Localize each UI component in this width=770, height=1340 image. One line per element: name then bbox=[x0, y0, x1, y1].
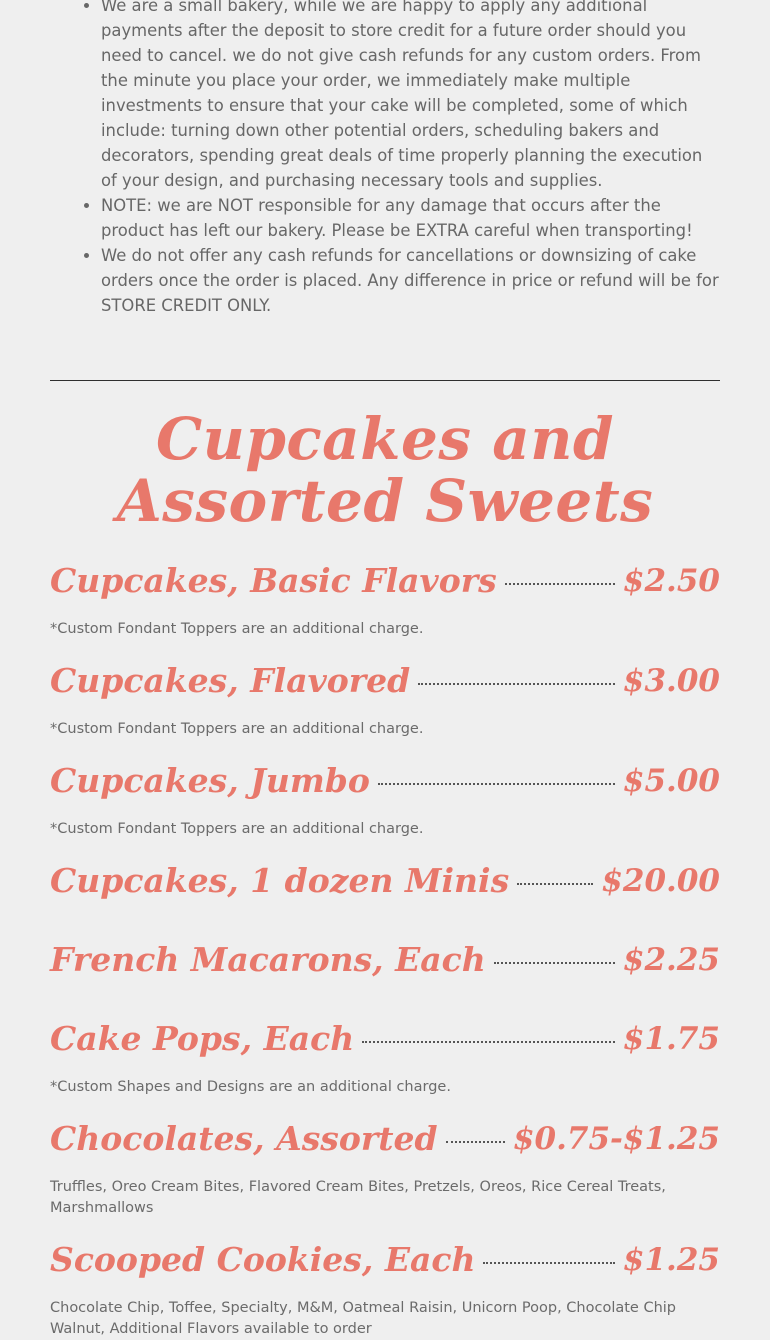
menu-item bbox=[50, 559, 720, 603]
item-name: Cake Pops, Each bbox=[50, 1019, 355, 1058]
item-name: Cupcakes, 1 dozen Minis bbox=[50, 861, 510, 900]
item-price: $1.25 bbox=[622, 1242, 720, 1278]
item-name: French Macarons, Each bbox=[50, 940, 486, 979]
item-note: Truffles, Oreo Cream Bites, Flavored Cream Bites, Pretzels, Oreos, Rice Cereal Treats, Marshmallows bbox=[50, 1179, 666, 1216]
item-name: Cupcakes, Basic Flavors bbox=[50, 561, 497, 600]
menu-item bbox=[50, 1117, 720, 1161]
section-title: Cupcakes and Assorted Sweets bbox=[116, 405, 654, 535]
item-name: Scooped Cookies, Each bbox=[50, 1240, 476, 1279]
dotted-leader bbox=[362, 1041, 615, 1043]
item-price: $20.00 bbox=[601, 863, 720, 899]
item-price: $5.00 bbox=[622, 763, 720, 799]
policy-item: • We are a small bakery, while we are happy to apply any additional payments after the deposit to store credit for a future order should you need to cancel. we do not give cash refunds for any custom orders. From the minute you place your order, we immediately make multiple investments to ensure that your cake will be completed, some of which include: turning down other potential orders, scheduling bakers and decorators, spending great deals of time properly planning the execution of your design, and purchasing necessary tools and supplies. bbox=[101, 0, 720, 193]
dotted-leader bbox=[505, 583, 615, 585]
item-note: Chocolate Chip, Toffee, Specialty, M&M, Oatmeal Raisin, Unicorn Poop, Chocolate Chip Walnut, Additional Flavors available to order bbox=[50, 1300, 677, 1337]
item-note: *Custom Fondant Toppers are an additional charge. bbox=[50, 621, 424, 637]
item-price: $3.00 bbox=[622, 663, 720, 699]
menu-item bbox=[50, 759, 720, 803]
section-divider bbox=[50, 380, 720, 381]
dotted-leader bbox=[378, 783, 615, 785]
item-price: $0.75-$1.25 bbox=[512, 1121, 720, 1157]
policy-item: • NOTE: we are NOT responsible for any damage that occurs after the product has left our bakery. Please be EXTRA careful when transporting! bbox=[101, 193, 720, 243]
item-note: *Custom Fondant Toppers are an additional charge. bbox=[50, 821, 424, 837]
dotted-leader bbox=[418, 683, 615, 685]
item-name: Cupcakes, Jumbo bbox=[50, 761, 370, 800]
item-price: $1.75 bbox=[622, 1021, 720, 1057]
menu-item bbox=[50, 659, 720, 703]
item-price: $2.25 bbox=[622, 942, 720, 978]
item-note: *Custom Shapes and Designs are an additional charge. bbox=[50, 1079, 451, 1095]
menu-item bbox=[50, 938, 720, 982]
dotted-leader bbox=[517, 883, 593, 885]
dotted-leader bbox=[446, 1141, 505, 1143]
item-name: Cupcakes, Flavored bbox=[50, 661, 411, 700]
menu-item bbox=[50, 1238, 720, 1282]
policy-list bbox=[50, 0, 720, 318]
item-name: Chocolates, Assorted bbox=[50, 1119, 438, 1158]
item-price: $2.50 bbox=[622, 563, 720, 599]
dotted-leader bbox=[483, 1262, 614, 1264]
policy-item: • We do not offer any cash refunds for cancellations or downsizing of cake orders once the order is placed. Any difference in price or refund will be for STORE CREDIT ONLY. bbox=[101, 243, 720, 318]
menu-item bbox=[50, 859, 720, 903]
item-note: *Custom Fondant Toppers are an additional charge. bbox=[50, 721, 424, 737]
dotted-leader bbox=[494, 962, 615, 964]
menu-item bbox=[50, 1017, 720, 1061]
